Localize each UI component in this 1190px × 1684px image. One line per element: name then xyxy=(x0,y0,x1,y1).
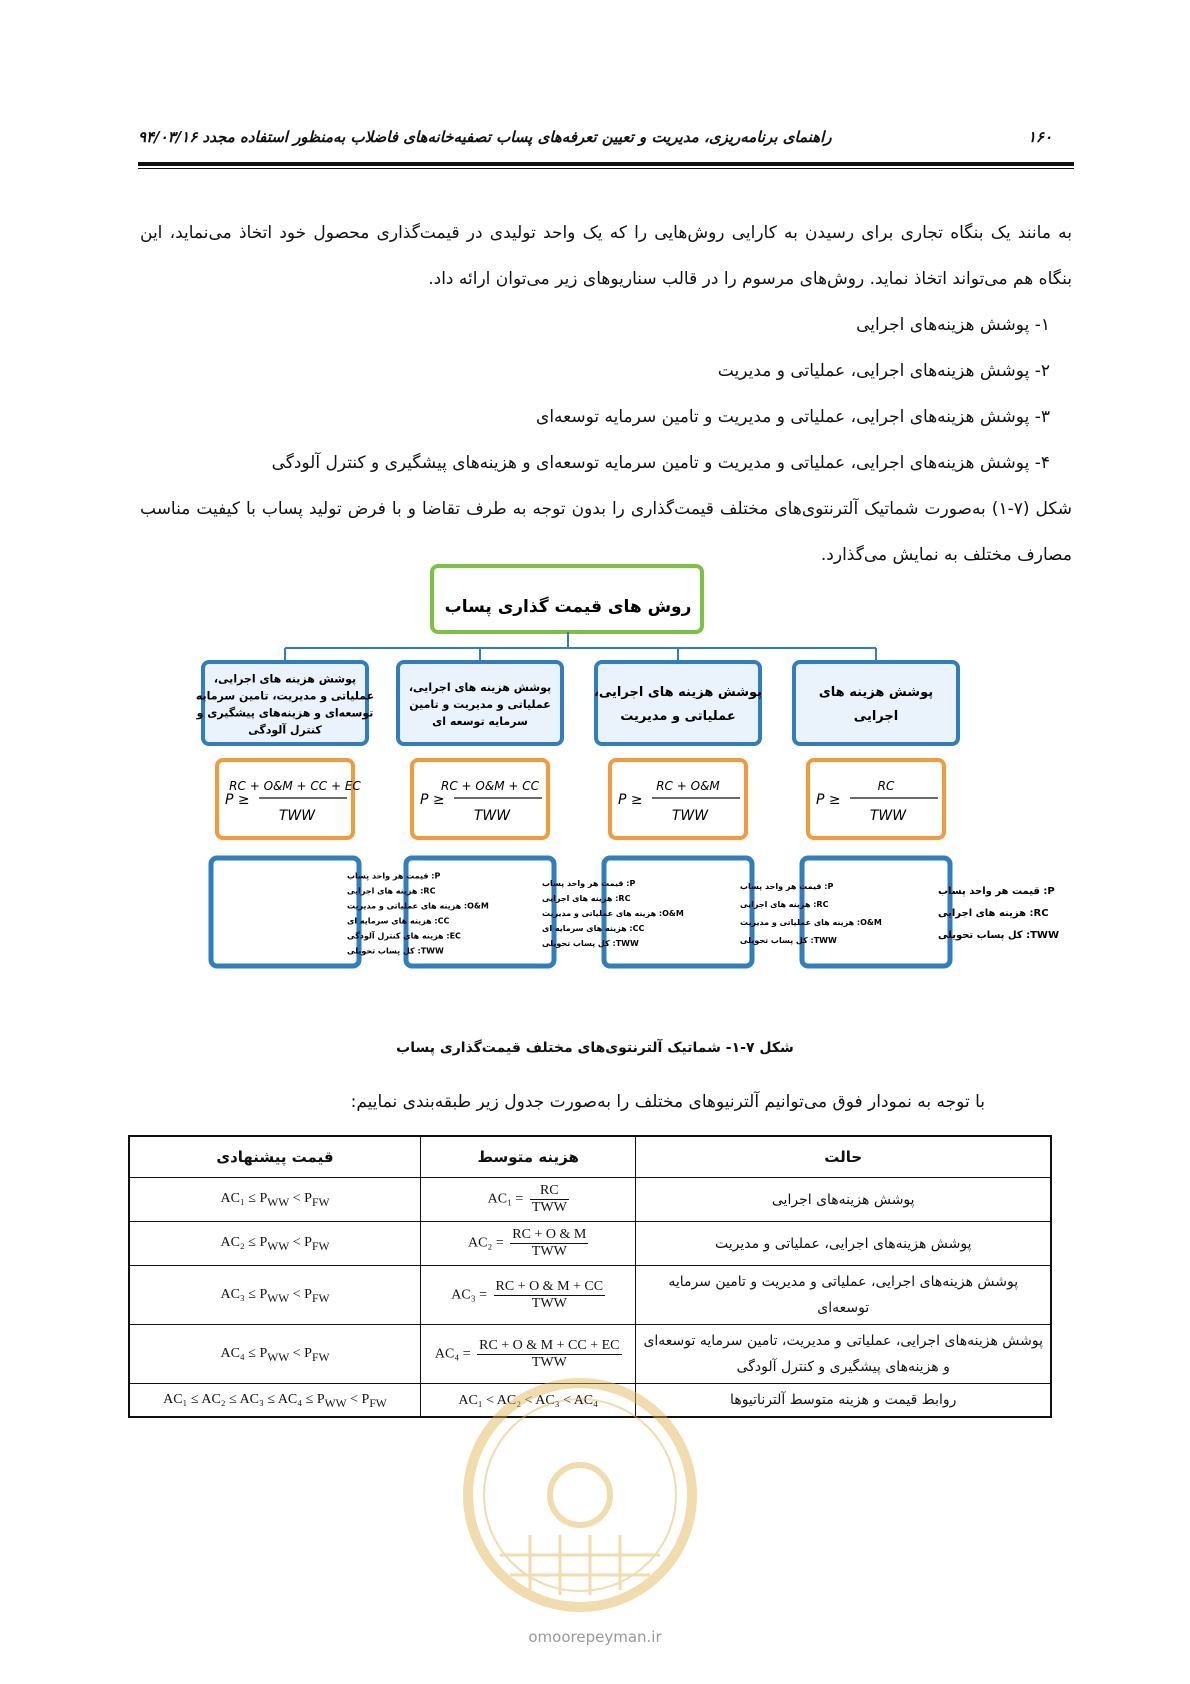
cell-avg-cost xyxy=(420,1178,636,1222)
table-intro: با توجه به نمودار فوق می‌توانیم آلترنیوهای مختلف را به‌صورت جدول زیر طبقه‌بندی نماییم: xyxy=(350,1092,985,1112)
watermark-site: omoorepeyman.ir xyxy=(528,1628,662,1646)
legend-line: RC: هزینه های اجرایی xyxy=(938,908,1049,919)
cell-state: پوشش هزینه‌های اجرایی xyxy=(636,1178,1051,1222)
formula-denominator: TWW xyxy=(473,808,511,824)
page-number: ۱۶۰ xyxy=(1027,128,1052,146)
connector-lines xyxy=(285,632,876,662)
denominator: TWW xyxy=(531,1200,567,1215)
legend-line: O&M: هزینه های عملیاتی و مدیریت xyxy=(542,909,684,918)
list-item: ۳- پوشش هزینه‌های اجرایی، عملیاتی و مدیریت و تامین سرمایه توسعه‌ای xyxy=(536,407,1050,427)
legend-line: RC: هزینه های اجرایی xyxy=(347,886,436,896)
method-title-line: پوشش هزینه های xyxy=(818,685,934,700)
list-item: ۱- پوشش هزینه‌های اجرایی xyxy=(856,315,1050,335)
col-header-price: قیمت پیشنهادی xyxy=(129,1136,420,1178)
legend-line: P: قیمت هر واحد پساب xyxy=(542,879,636,888)
legend-box xyxy=(211,858,359,966)
legend-line: CC: هزینه های سرمایه ای xyxy=(347,916,450,926)
table-header-row xyxy=(129,1136,1051,1178)
header-rule-thick xyxy=(138,162,1074,166)
numerator: RC + O & M xyxy=(512,1227,587,1242)
legend-line: TWW: کل پساب تحویلی xyxy=(938,930,1059,941)
method-title-line: کنترل آلودگی xyxy=(248,723,322,737)
legend-line: O&M: هزینه های عملیاتی و مدیریت xyxy=(740,918,882,927)
legend-box xyxy=(802,858,950,966)
method-title-line: سرمایه توسعه ای xyxy=(432,715,528,728)
legend-line: RC: هزینه های اجرایی xyxy=(542,894,631,903)
root-title: روش های قیمت گذاری پساب xyxy=(444,597,692,617)
formula-denominator: TWW xyxy=(671,808,709,824)
avg-cost-lhs: AC₃ = xyxy=(451,1287,491,1303)
avg-cost-lhs: AC₁ = xyxy=(487,1191,527,1207)
formula-prefix: P ≥ xyxy=(816,792,841,808)
header-rule-thin xyxy=(138,168,1074,169)
table-row xyxy=(129,1178,1051,1222)
formula-numerator: RC + O&M + CC + EC xyxy=(229,779,361,793)
col-header-state: حالت xyxy=(636,1136,1051,1178)
method-title-line: عملیاتی و مدیریت xyxy=(620,709,736,724)
method-title-box xyxy=(794,662,958,744)
legend-line: EC: هزینه های کنترل آلودگی xyxy=(347,931,461,941)
formula-prefix: P ≥ xyxy=(618,792,643,808)
avg-cost-fraction xyxy=(494,1279,606,1312)
formula-numerator: RC + O&M xyxy=(656,779,720,793)
paragraph-2: شکل (۷-۱) به‌صورت شماتیک آلترنتوی‌های مختلف قیمت‌گذاری را بدون توجه به طرف تقاضا و با فرض تولید پساب با کیفیت مناسب مصارف مختلف به نمایش می‌گذارد. xyxy=(140,499,1073,565)
formula-numerator: RC xyxy=(877,779,895,793)
avg-cost-fraction xyxy=(477,1338,621,1371)
legend-line: TWW: کل پساب تحویلی xyxy=(347,946,444,956)
legend-line: O&M: هزینه های عملیاتی و مدیریت xyxy=(347,901,489,911)
publisher-seal-watermark xyxy=(460,1375,700,1615)
avg-cost-fraction xyxy=(510,1227,588,1260)
legend-line: P: قیمت هر واحد پساب xyxy=(347,871,441,881)
numerator: RC xyxy=(530,1183,569,1200)
formula-prefix: P ≥ xyxy=(225,792,250,808)
denominator: TWW xyxy=(531,1244,567,1259)
cell-avg-cost: AC₁ < AC₂ < AC₃ < AC₄ xyxy=(420,1384,636,1418)
numerator: RC + O & M + CC xyxy=(495,1278,604,1294)
paragraph-1: به مانند یک بنگاه تجاری برای رسیدن به کارایی روش‌هایی را که یک واحد تولیدی در قیمت‌گذاری محصول خود اتخاذ می‌نماید، این بنگاه هم می‌تواند اتخاذ نماید. روش‌های مرسوم را در قالب سناریوهای زیر می‌توان ارائه داد. xyxy=(140,223,1072,289)
table-row xyxy=(129,1222,1051,1266)
legend-line: CC: هزینه های سرمایه ای xyxy=(542,924,645,933)
col-header-avg-cost: هزینه متوسط xyxy=(420,1136,636,1178)
method-title-line: پوشش هزینه های اجرایی، xyxy=(213,672,357,686)
list-item: ۴- پوشش هزینه‌های اجرایی، عملیاتی و مدیریت و تامین سرمایه توسعه‌ای و هزینه‌های پیشگیری و کنترل آلودگی xyxy=(271,453,1050,473)
cell-price: $AC_2 \le P_{WW} < P_{FW}$ xyxy=(129,1222,420,1266)
scenario-list xyxy=(140,302,1050,486)
page-header xyxy=(138,128,1052,152)
list-item: ۲- پوشش هزینه‌های اجرایی، عملیاتی و مدیریت xyxy=(717,361,1050,381)
cell-price: $AC_4 \le P_{WW} < P_{FW}$ xyxy=(129,1325,420,1384)
legend-line: TWW: کل پساب تحویلی xyxy=(542,939,639,948)
running-title: راهنمای برنامه‌ریزی، مدیریت و تعیین تعرفه‌های پساب تصفیه‌خانه‌های فاضلاب به‌منظور استفاده مجدد ۹۴/۰۳/۱۶ xyxy=(138,128,832,146)
formula-numerator: RC + O&M + CC xyxy=(441,779,539,793)
method-title-box xyxy=(593,662,763,744)
formula-prefix: P ≥ xyxy=(420,792,445,808)
formula-denominator: TWW xyxy=(278,808,316,824)
method-title-line: عملیاتی و مدیریت، تامین سرمایه xyxy=(195,689,375,703)
legend-line: P: قیمت هر واحد پساب xyxy=(938,886,1055,897)
method-title-line: پوشش هزینه های اجرایی، xyxy=(408,681,552,694)
pricing-methods-diagram xyxy=(195,596,1059,1016)
avg-cost-lhs: AC₂ = xyxy=(468,1235,508,1251)
cell-state: روابط قیمت و هزینه متوسط آلترناتیوها xyxy=(636,1384,1051,1418)
numerator: RC + O & M + CC + EC xyxy=(479,1337,620,1353)
cell-avg-cost xyxy=(420,1222,636,1266)
cell-state: پوشش هزینه‌های اجرایی، عملیاتی و مدیریت، تامین سرمایه توسعه‌ای و هزینه‌های پیشگیری و کنترل آلودگی xyxy=(636,1325,1051,1384)
cell-price: $AC_3 \le P_{WW} < P_{FW}$ xyxy=(129,1266,420,1325)
legend-line: TWW: کل پساب تحویلی xyxy=(740,936,837,945)
method-title-line: توسعه‌ای و هزینه‌های پیشگیری و xyxy=(196,706,374,720)
legend-line: P: قیمت هر واحد پساب xyxy=(740,882,834,891)
denominator: TWW xyxy=(531,1295,567,1311)
table-row xyxy=(129,1266,1051,1325)
method-title-line: اجرایی xyxy=(853,709,899,724)
avg-cost-lhs: AC₄ = xyxy=(434,1346,475,1362)
method-title-line: عملیاتی و مدیریت و تامین xyxy=(409,698,551,711)
formula-denominator: TWW xyxy=(869,808,907,824)
legend-line: RC: هزینه های اجرایی xyxy=(740,900,829,909)
method-title-line: پوشش هزینه های اجرایی، xyxy=(593,685,763,700)
cell-price: $AC_1 \le AC_2 \le AC_3 \le AC_4 \le P_{WW} < P_{FW}$ xyxy=(129,1384,420,1418)
avg-cost-fraction xyxy=(530,1183,569,1216)
denominator: TWW xyxy=(531,1354,567,1370)
figure-caption: شکل ۷-۱- شماتیک آلترنتوی‌های مختلف قیمت‌گذاری پساب xyxy=(396,1040,794,1056)
cell-avg-cost xyxy=(420,1266,636,1325)
cell-price: $AC_1 \le P_{WW} < P_{FW}$ xyxy=(129,1178,420,1222)
cell-state: پوشش هزینه‌های اجرایی، عملیاتی و مدیریت xyxy=(636,1222,1051,1266)
cell-state: پوشش هزینه‌های اجرایی، عملیاتی و مدیریت و تامین سرمایه توسعه‌ای xyxy=(636,1266,1051,1325)
